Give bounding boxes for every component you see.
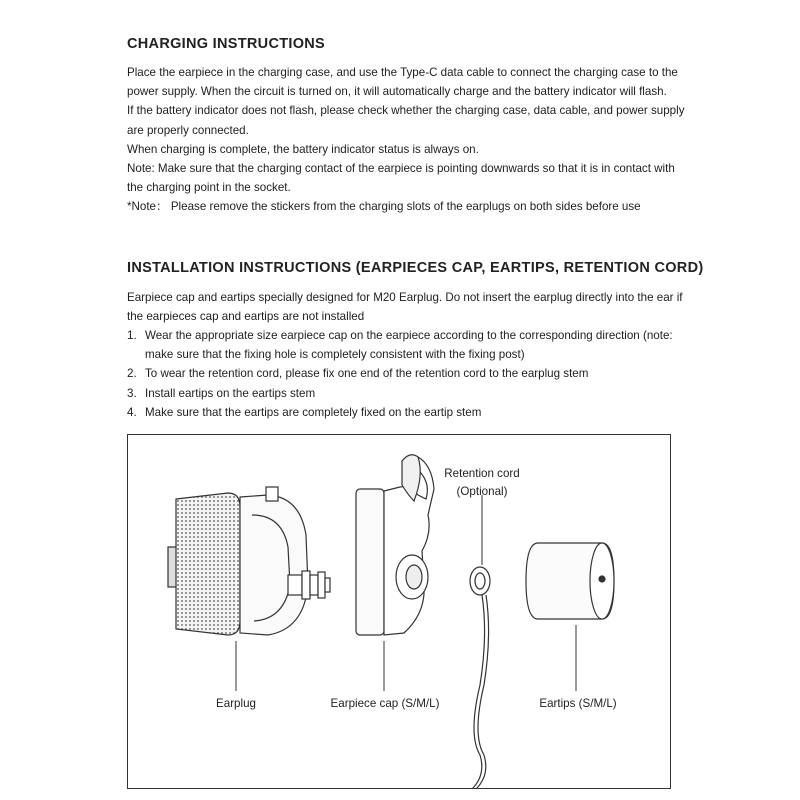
eartips-label: Eartips (S/M/L) — [539, 697, 617, 710]
retention-cord-illustration — [470, 567, 490, 789]
charging-text — [127, 63, 687, 217]
step-number: 2. — [127, 367, 137, 381]
retention-cord-label: Retention cord — [444, 467, 520, 480]
step-number: 4. — [127, 405, 137, 419]
step-number: 3. — [127, 386, 137, 400]
earpiece-cap-illustration — [356, 455, 434, 635]
step-text: Make sure that the eartips are completely fixed on the eartip stem — [145, 405, 482, 419]
charging-note: *Note： Please remove the stickers from the charging slots of the earplugs on both sides before use — [127, 200, 641, 214]
step-item — [127, 384, 687, 403]
step-text: Install eartips on the eartips stem — [145, 386, 316, 400]
step-item — [127, 403, 687, 422]
earplug-illustration — [168, 487, 330, 635]
installation-steps — [127, 326, 687, 422]
charging-paragraph: Place the earpiece in the charging case, and use the Type-C data cable to connect the charging case to the power supply. When the circuit is turned on, it will automatically charge and the battery indicator will flash. — [127, 66, 678, 99]
earplug-label: Earplug — [216, 697, 256, 710]
installation-heading: INSTALLATION INSTRUCTIONS (EARPIECES CAP, EARTIPS, RETENTION CORD) — [127, 260, 704, 276]
step-number: 1. — [127, 329, 137, 342]
step-text: To wear the retention cord, please fix one end of the retention cord to the earplug stem — [145, 367, 589, 381]
step-text: Wear the appropriate size earpiece cap on the earpiece according to the corresponding direction (note: make sure that the fixing hole is completely consistent with the fixing post) — [145, 329, 673, 362]
eartips-illustration — [526, 543, 614, 619]
step-item — [127, 326, 687, 364]
retention-cord-optional-label: (Optional) — [456, 485, 508, 498]
installation-intro: Earpiece cap and eartips specially designed for M20 Earplug. Do not insert the earplug directly into the ear if the earpieces cap and eartips are not installed — [127, 291, 683, 324]
charging-heading: CHARGING INSTRUCTIONS — [127, 36, 326, 52]
earpiece-cap-label: Earpiece cap (S/M/L) — [330, 697, 440, 710]
step-item — [127, 364, 687, 383]
charging-paragraph: If the battery indicator does not flash, please check whether the charging case, data cable, and power supply are properly connected. — [127, 104, 685, 137]
charging-paragraph: When charging is complete, the battery indicator status is always on. — [127, 142, 479, 156]
charging-paragraph: Note: Make sure that the charging contact of the earpiece is pointing downwards so that it is in contact with the charging point in the socket. — [127, 162, 675, 195]
components-diagram — [127, 434, 671, 789]
diagram-illustration — [128, 435, 672, 790]
